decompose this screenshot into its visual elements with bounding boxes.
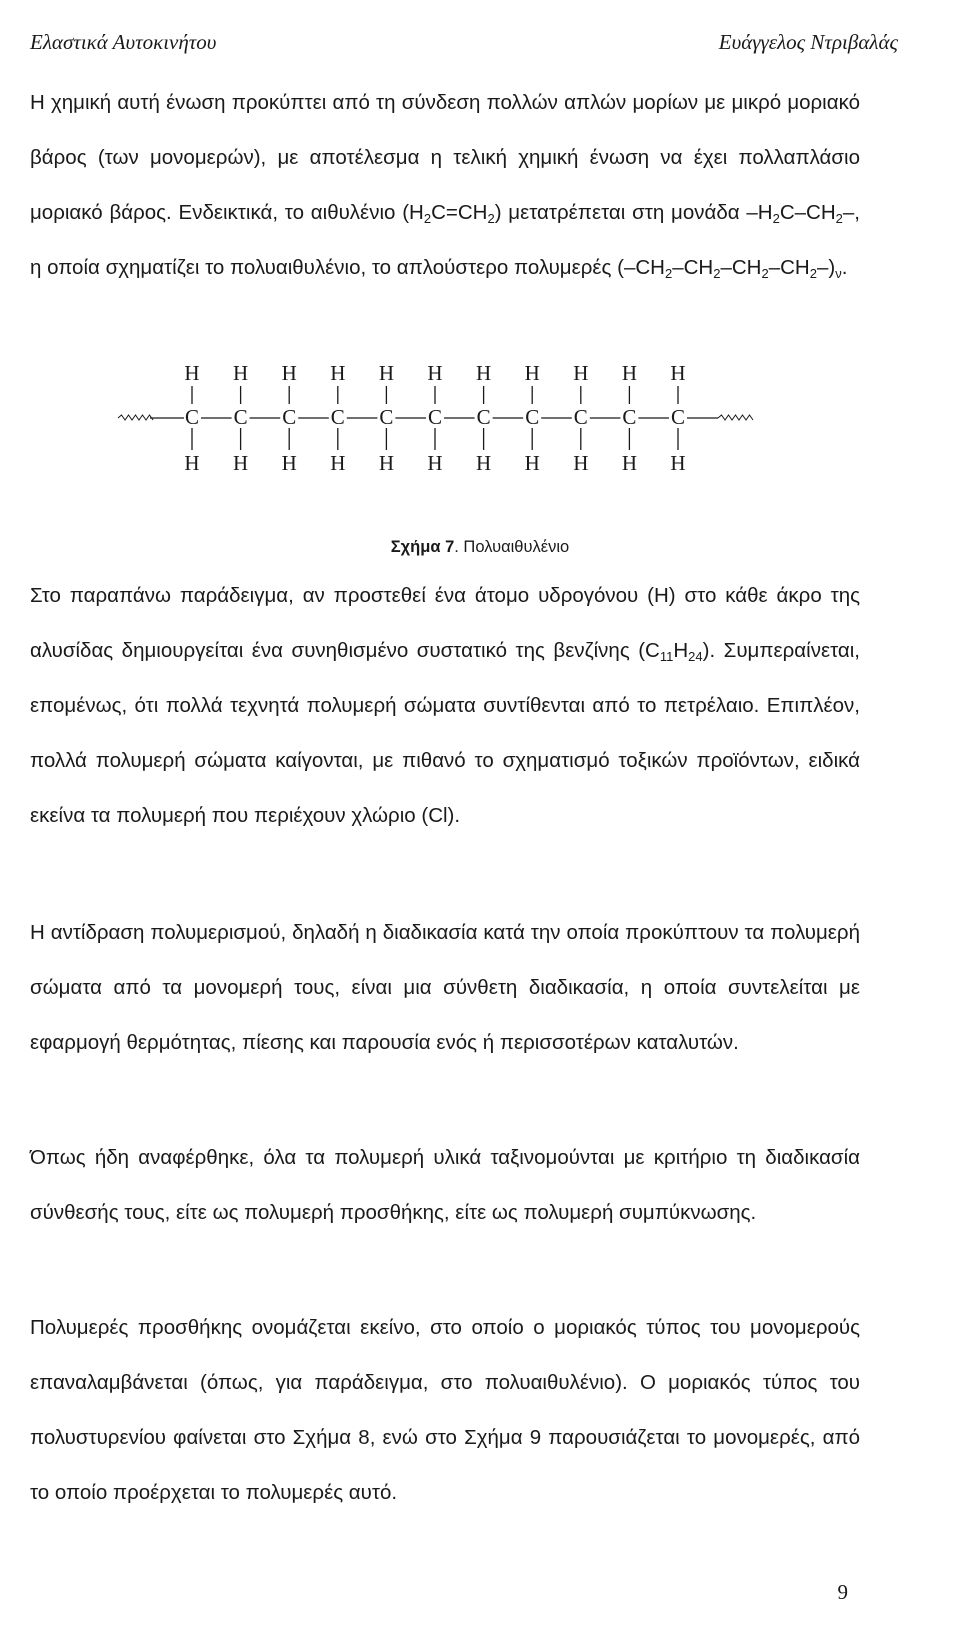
hydrogen-atom-top: H — [330, 361, 346, 385]
carbon-atom: C — [670, 405, 686, 429]
carbon-atom: C — [573, 405, 588, 429]
carbon-atom: C — [330, 405, 345, 429]
hydrogen-atom-bottom: H — [281, 451, 297, 475]
carbon-atom: C — [476, 405, 491, 429]
hydrogen-atom-bottom: H — [573, 451, 589, 475]
hydrogen-atom-top: H — [573, 361, 589, 385]
carbon-atom: C — [427, 405, 443, 429]
hydrogen-atom-bottom: H — [524, 451, 540, 475]
hydrogen-atom-top: H — [476, 361, 492, 385]
hydrogen-atom-top: H — [427, 361, 443, 385]
carbon-atom: C — [282, 405, 297, 429]
hydrogen-atom-bottom: H — [621, 451, 637, 475]
chain-continuation-right — [718, 415, 753, 420]
figure-caption: Σχήμα 7. Πολυαιθυλένιο — [390, 538, 570, 556]
hydrogen-atom-top: H — [233, 361, 249, 385]
paragraph-addition-polymer: Πολυμερές προσθήκης ονομάζεται εκείνο, στο οποίο ο μοριακός τύπος του μονομερούς επαναλαμβάνεται (όπως, για παράδειγμα, στο πολυαιθυλένιο). Ο μοριακός τύπος του πολυστυρενίου φαίνεται στο Σχήμα 8, ενώ στο Σχήμα 9 παρουσιάζεται το μονομερές, από το οποίο προέρχεται το πολυμερές αυτό. — [30, 1316, 860, 1504]
hydrogen-atom-bottom: H — [233, 451, 249, 475]
page-number: 9 — [837, 1580, 848, 1604]
carbon-atom: C — [379, 405, 394, 429]
carbon-atom: C — [184, 405, 200, 429]
polyethylene-structure-diagram — [0, 360, 960, 500]
paragraph-polymer-classification: Όπως ήδη αναφέρθηκε, όλα τα πολυμερή υλικά ταξινομούνται με κριτήριο τη διαδικασία σύνθεσής τους, είτε ως πολυμερή προσθήκης, είτε ως πολυμερή συμπύκνωσης. — [30, 1146, 860, 1224]
hydrogen-atom-top: H — [670, 361, 686, 385]
running-header-title: Ελαστικά Αυτοκινήτου — [30, 30, 217, 54]
paragraph-polymer-formation: Η χημική αυτή ένωση προκύπτει από τη σύνδεση πολλών απλών μορίων με μικρό μοριακό βάρος (των μονομερών), με αποτέλεσμα η τελική χημική ένωση να έχει πολλαπλάσιο μοριακό βάρος. Ενδεικτικά, το αιθυλένιο $(H_2C=CH_2)$ μετατρέπεται στη μονάδα $-H_2C-CH_2-$, η οποία σχηματίζει το πολυαιθυλένιο, το απλούστερο πολυμερές $(-CH_2-CH_2-CH_2-CH_2-)_\nu$. — [30, 91, 861, 281]
carbon-atom: C — [525, 405, 540, 429]
paragraph-gasoline-example: Στο παραπάνω παράδειγμα, αν προστεθεί ένα άτομο υδρογόνου (H) στο κάθε άκρο της αλυσίδας δημιουργείται ένα συνηθισμένο συστατικό της βενζίνης $(C_{11}H_{24})$. Συμπεραίνεται, επομένως, ότι πολλά τεχνητά πολυμερή σώματα συντίθενται από το πετρέλαιο. Επιπλέον, πολλά πολυμερή σώματα καίγονται, με πιθανό το σχηματισμό τοξικών προϊόντων, ειδικά εκείνα τα πολυμερή που περιέχουν χλώριο (Cl). — [30, 584, 860, 827]
hydrogen-atom-top: H — [524, 361, 540, 385]
hydrogen-atom-bottom: H — [427, 451, 443, 475]
hydrogen-atom-bottom: H — [378, 451, 394, 475]
carbon-atom: C — [622, 405, 637, 429]
hydrogen-atom-bottom: H — [476, 451, 492, 475]
hydrogen-atom-bottom: H — [184, 451, 200, 475]
running-header-author: Ευάγγελος Ντριβαλάς — [718, 30, 898, 54]
hydrogen-atom-bottom: H — [670, 451, 686, 475]
hydrogen-atom-top: H — [281, 361, 297, 385]
hydrogen-atom-top: H — [184, 361, 200, 385]
chain-continuation-left — [118, 415, 153, 420]
hydrogen-atom-top: H — [621, 361, 637, 385]
paragraph-polymerization-reaction: Η αντίδραση πολυμερισμού, δηλαδή η διαδικασία κατά την οποία προκύπτουν τα πολυμερή σώματα από τα μονομερή τους, είναι μια σύνθετη διαδικασία, η οποία συντελείται με εφαρμογή θερμότητας, πίεσης και παρουσία ενός ή περισσοτέρων καταλυτών. — [30, 921, 860, 1054]
hydrogen-atom-bottom: H — [330, 451, 346, 475]
hydrogen-atom-top: H — [378, 361, 394, 385]
carbon-atom: C — [233, 405, 248, 429]
